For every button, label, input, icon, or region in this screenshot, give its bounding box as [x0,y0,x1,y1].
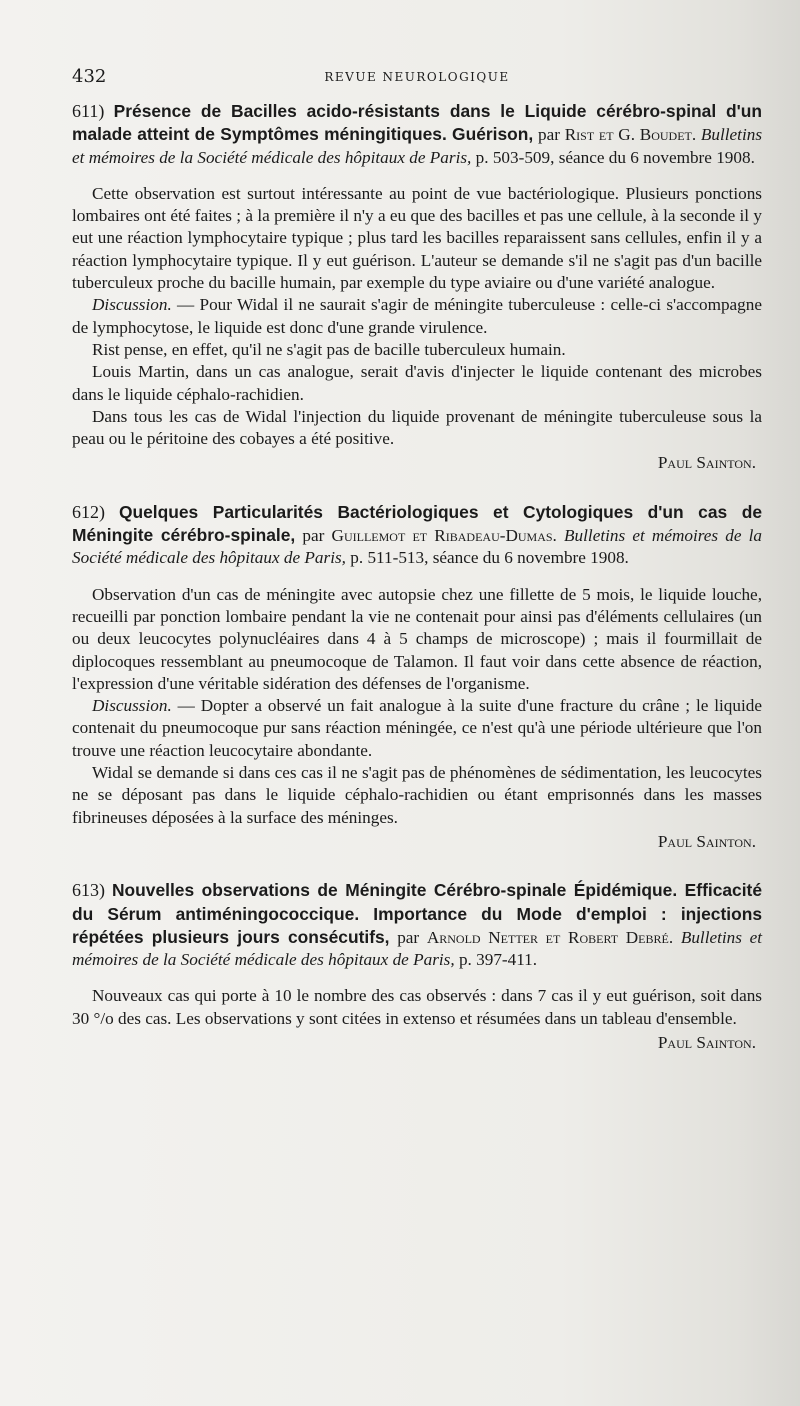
entry-signature: Paul Sainton. [657,831,756,851]
entry-details: p. 503-509, séance du 6 novembre 1908. [475,147,755,167]
abstract-paragraph: Observation d'un cas de méningite avec autopsie chez une fillette de 5 mois, le liquide louche, recueilli par ponction lombaire pendant la vie ne contenait pour ainsi pas d'éléments cellulaires (un ou deux leucocytes polynucléaires dans 4 à 5 champs de microscope) ; mais il fourmillait de diplocoques ressemblant au pneumocoque de Talamon. Il faut voir dans cette absence de réaction, l'expression d'une véritable sidération des défenses de l'organisme. [72,584,762,693]
entry-authors: Rist et G. Boudet. [564,125,697,145]
running-head: REVUE NEUROLOGIQUE [324,70,510,84]
abstract-entry-613 [72,879,762,1054]
entry-authors: Arnold Netter et Robert Debré. [426,927,674,947]
discussion-text: — Pour Widal il ne saurait s'agir de méningite tuberculeuse : celle-ci s'accompagne de lymphocytose, le liquide est donc d'une grande virulence. [72,295,763,337]
abstract-paragraph: Nouveaux cas qui porte à 10 le nombre des cas observés : dans 7 cas il y eut guérison, soit dans 30 °/o des cas. Les observations y sont citées in extenso et résumées dans un tableau d'ensemble. [72,986,762,1028]
entry-signature: Paul Sainton. [657,1032,756,1052]
entry-number: 612) [72,501,105,522]
entry-title: Présence de Bacilles acido-résistants dans le Liquide cérébro-spinal d'un malade atteint de Symptômes méningitiques. Guérison, [72,101,763,145]
entry-heading [72,501,762,570]
entry-citation: Bulletins et mémoires de la Société médicale des hôpitaux de Paris, [72,927,763,970]
discussion-label: Discussion. [92,295,172,315]
entry-number: 613) [72,880,105,901]
discussion-paragraph [72,294,762,339]
entry-title: Nouvelles observations de Méningite Cérébro-spinale Épidémique. Efficacité du Sérum antiméningococcique. Importance du Mode d'emploi : injections répétées plusieurs jours consécutifs, [72,880,763,947]
entry-title: Quelques Particularités Bactériologiques et Cytologiques d'un cas de Méningite cérébro-spinale, [72,501,762,546]
entry-by: par [302,526,325,546]
entry-by: par [397,927,420,947]
discussion-label: Discussion. [92,696,172,716]
page-header [72,66,762,90]
discussion-paragraph [72,695,762,762]
abstract-entry-611 [72,100,762,475]
abstract-entry-612 [72,501,762,853]
entry-citation: Bulletins et mémoires de la Société médicale des hôpitaux de Paris, [72,125,763,167]
entry-citation: Bulletins et mémoires de la Société médicale des hôpitaux de Paris, [72,526,763,568]
page-number: 432 [72,66,107,87]
abstract-paragraph: Cette observation est surtout intéressante au point de vue bactériologique. Plusieurs ponctions lombaires ont été faites ; à la première il n'y a eu que des bacilles et pas une cellule, à la seconde il y eut une réaction lymphocytaire typique ; plus tard les bacilles reparaissent sans cellules, enfin il y a réaction lymphocytaire typique. Il y eut guérison. L'auteur se demande s'il ne s'agit pas d'un bacille tuberculeux proche du bacille humain, par exemple du type aviaire ou d'une variété analogue. [72,183,762,293]
entry-signature: Paul Sainton. [657,453,756,473]
page-content [72,100,762,1080]
entry-heading [72,100,762,169]
entry-authors: Guillemot et Ribadeau-Dumas. [331,526,557,546]
discussion-text: — Dopter a observé un fait analogue à la suite d'une fracture du crâne ; le liquide contenait du pneumocoque pur sans réaction méningée, ce n'est qu'à une période ultérieure que l'on trouve une réaction leucocytaire abondante. [72,696,762,760]
entry-details: p. 397-411. [458,950,538,970]
discussion-paragraph: Widal se demande si dans ces cas il ne s'agit pas de phénomènes de sédimentation, les leucocytes ne se déposant pas dans le liquide céphalo-rachidien ou étant emprisonnés dans les masses fibrineuses déposées à la surface des méninges. [72,763,762,827]
entry-heading [72,879,762,971]
entry-details: p. 511-513, séance du 6 novembre 1908. [350,548,629,568]
entry-by: par [537,125,560,145]
discussion-paragraph: Louis Martin, dans un cas analogue, serait d'avis d'injecter le liquide contenant des microbes dans le liquide céphalo-rachidien. [72,362,762,404]
discussion-paragraph: Rist pense, en effet, qu'il ne s'agit pas de bacille tuberculeux humain. [92,339,566,359]
discussion-paragraph: Dans tous les cas de Widal l'injection du liquide provenant de méningite tuberculeuse sous la peau ou le péritoine des cobayes a été positive. [72,406,762,449]
entry-number: 611) [72,101,105,121]
